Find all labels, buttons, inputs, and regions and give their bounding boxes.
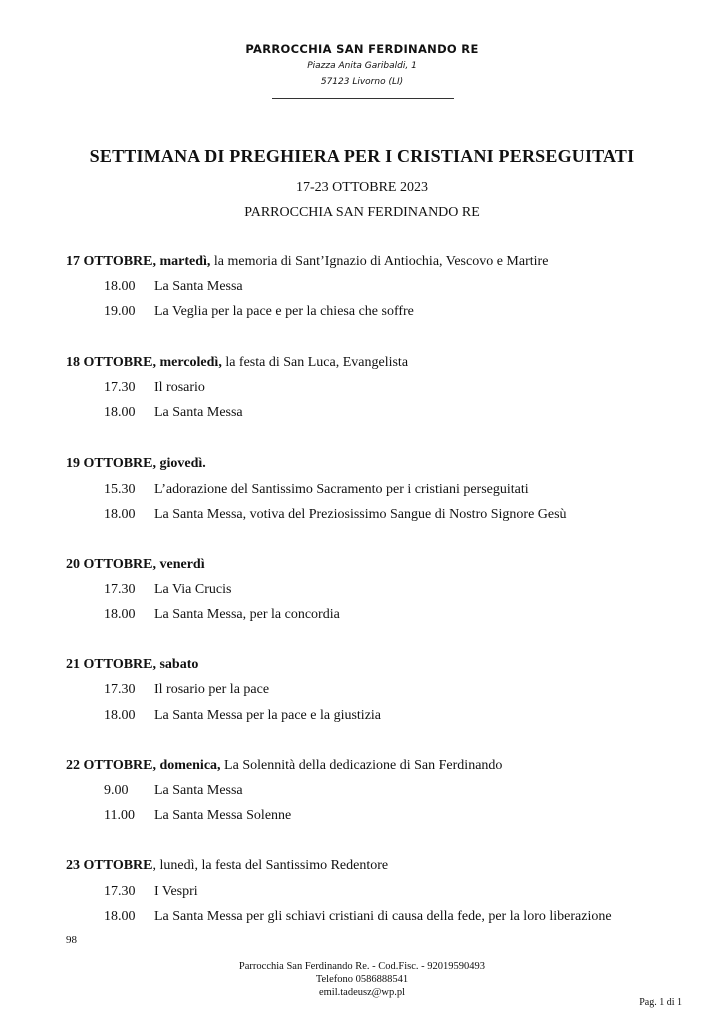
event-time: 18.00 (104, 708, 136, 723)
event-text: La Santa Messa (154, 405, 243, 420)
day-heading-bold: 20 OTTOBRE, venerdì (66, 557, 205, 572)
day-heading-rest: , lunedì, la festa del Santissimo Redentore (152, 858, 389, 873)
event-text: L’adorazione del Santissimo Sacramento per i cristiani perseguitati (154, 482, 529, 497)
day-heading (66, 355, 408, 371)
event-time: 17.30 (104, 884, 136, 899)
event-time: 18.00 (104, 607, 136, 622)
schedule-row (104, 279, 243, 295)
schedule-row (104, 482, 529, 498)
schedule-row (104, 380, 205, 396)
schedule-row (104, 783, 243, 799)
document-dates: 17-23 OTTOBRE 2023 (296, 180, 428, 195)
day-heading (66, 557, 205, 573)
day-heading-bold: 21 OTTOBRE, sabato (66, 657, 199, 672)
day-heading-bold: 23 OTTOBRE (66, 858, 153, 873)
day-heading (66, 657, 198, 673)
page-number-left: 98 (66, 934, 77, 946)
schedule-row (104, 304, 414, 320)
event-text: La Santa Messa per gli schiavi cristiani di causa della fede, per la loro liberazione (154, 909, 612, 924)
day-heading (66, 758, 502, 774)
event-text: Il rosario per la pace (154, 682, 270, 697)
schedule-row (104, 405, 243, 421)
event-text: La Santa Messa per la pace e la giustizia (154, 708, 382, 723)
day-heading (66, 254, 548, 270)
day-heading-bold: 19 OTTOBRE, giovedì. (66, 456, 206, 471)
day-heading (66, 456, 206, 472)
event-time: 18.00 (104, 507, 136, 522)
schedule-row (104, 582, 231, 598)
schedule-row (104, 808, 291, 824)
footer-phone: Telefono 0586888541 (315, 974, 409, 985)
event-time: 18.00 (104, 405, 136, 420)
schedule-row (104, 884, 198, 900)
event-text: La Santa Messa Solenne (154, 808, 292, 823)
event-text: La Veglia per la pace e per la chiesa che soffre (154, 304, 414, 319)
event-time: 17.30 (104, 682, 136, 697)
footer-email: emil.tadeusz@wp.pl (318, 987, 406, 998)
day-heading-rest: la memoria di Sant’Ignazio di Antiochia, Vescovo e Martire (210, 254, 549, 269)
event-time: 18.00 (104, 909, 136, 924)
event-text: La Santa Messa (154, 279, 243, 294)
event-time: 18.00 (104, 279, 136, 294)
event-time: 9.00 (104, 783, 129, 798)
event-time: 17.30 (104, 380, 136, 395)
document-title: SETTIMANA DI PREGHIERA PER I CRISTIANI PERSEGUITATI (89, 146, 635, 166)
event-text: La Santa Messa (154, 783, 243, 798)
day-heading-bold: 17 OTTOBRE, martedì, (66, 254, 211, 269)
schedule-row (104, 682, 269, 698)
schedule-row (104, 708, 381, 724)
event-time: 15.30 (104, 482, 136, 497)
parish-address-line1: Piazza Anita Garibaldi, 1 (307, 61, 417, 71)
event-time: 19.00 (104, 304, 136, 319)
footer-parish-fiscal: Parrocchia San Ferdinando Re. - Cod.Fisc. - 92019590493 (238, 961, 486, 972)
event-text: La Santa Messa, per la concordia (154, 607, 340, 622)
document-parish: PARROCCHIA SAN FERDINANDO RE (244, 205, 480, 220)
event-text: Il rosario (154, 380, 205, 395)
parish-address-line2: 57123 Livorno (LI) (320, 77, 404, 87)
parish-letterhead-name: PARROCCHIA SAN FERDINANDO RE (245, 42, 479, 56)
letterhead-divider (272, 98, 454, 99)
day-heading-bold: 18 OTTOBRE, mercoledì, (66, 355, 222, 370)
day-heading-rest: La Solennità della dedicazione di San Ferdinando (220, 758, 503, 773)
event-text: La Santa Messa, votiva del Preziosissimo Sangue di Nostro Signore Gesù (154, 507, 567, 522)
event-text: La Via Crucis (154, 582, 232, 597)
event-time: 11.00 (104, 808, 135, 823)
pagination: Pag. 1 di 1 (639, 997, 682, 1008)
event-time: 17.30 (104, 582, 136, 597)
day-heading-rest: la festa di San Luca, Evangelista (221, 355, 409, 370)
schedule-row (104, 909, 612, 925)
schedule-row (104, 507, 567, 523)
schedule-row (104, 607, 340, 623)
day-heading (66, 858, 388, 874)
day-heading-bold: 22 OTTOBRE, domenica, (66, 758, 221, 773)
event-text: I Vespri (154, 884, 198, 899)
